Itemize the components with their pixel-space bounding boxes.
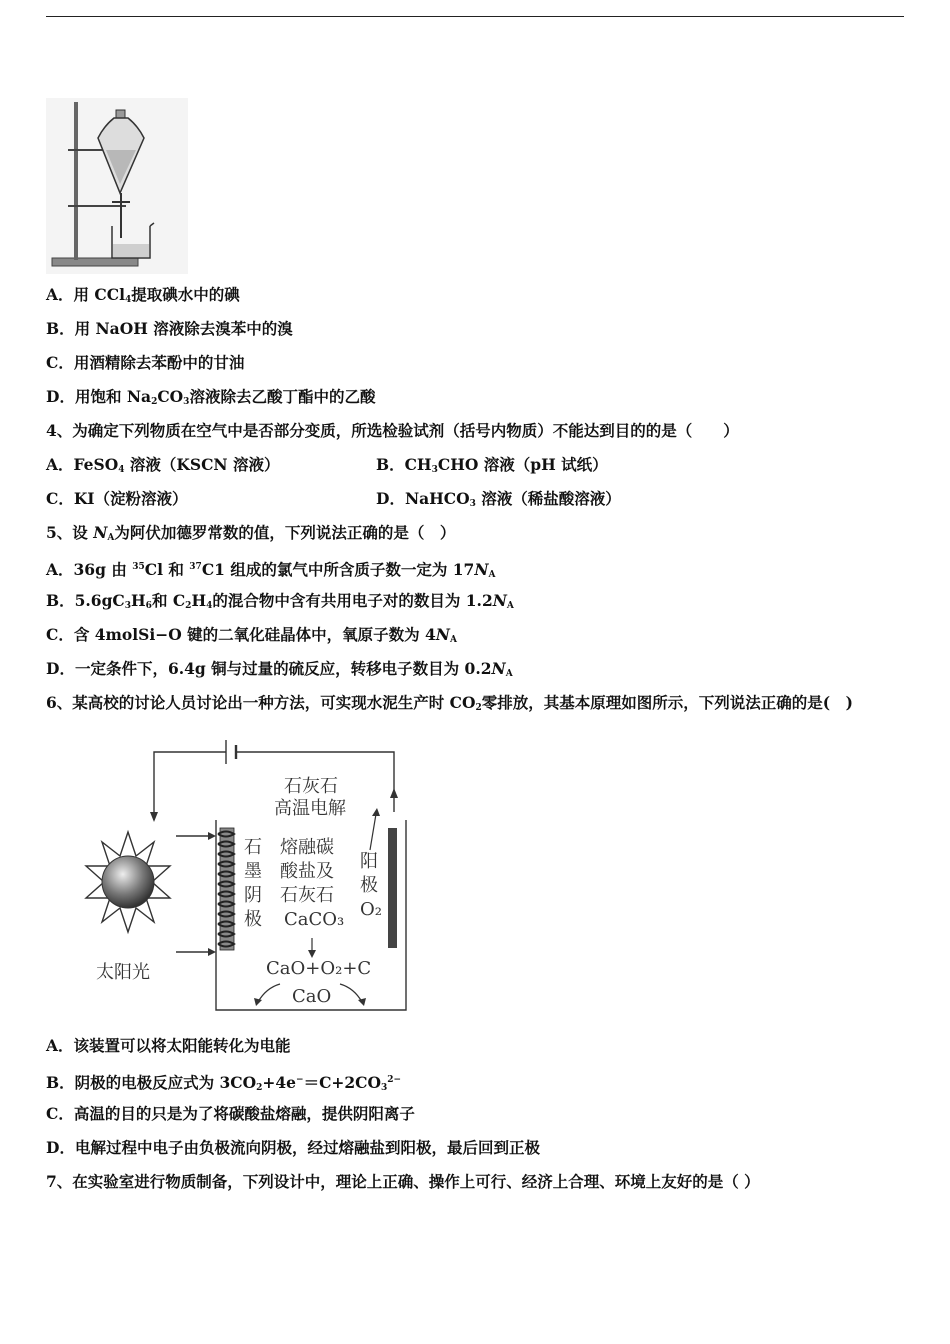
diagram-cathode-label: 石 墨 阴 极	[244, 837, 262, 930]
q3-option-b: B．用 NaOH 溶液除去溴苯中的溴	[46, 319, 293, 338]
diagram-sunlight: 太阳光	[96, 962, 150, 983]
diagram-top-label-1: 石灰石	[284, 776, 338, 797]
q4-option-a: A．FeSO$_4$ 溶液（KSCN 溶液）	[46, 455, 280, 475]
q5-option-a: A．36g 由 $^{35}$Cl 和 $^{37}$C1 组成的氯气中所含质子数一定为 $17N_A$	[46, 560, 496, 580]
q6-option-d: D．电解过程中电子由负极流向阴极，经过熔融盐到阳极，最后回到正极	[46, 1138, 540, 1157]
diagram-melt-label: 熔融碳 酸盐及 石灰石 CaCO₃	[280, 837, 345, 930]
q3-option-c: C．用酒精除去苯酚中的甘油	[46, 353, 245, 372]
q6-option-a: A．该装置可以将太阳能转化为电能	[46, 1036, 291, 1055]
diagram-labels	[70, 732, 420, 1014]
diagram-cao: CaO	[292, 986, 332, 1007]
diagram-products: CaO+O₂+C	[266, 958, 372, 979]
q5-stem: 5、设 $N_A$为阿伏加德罗常数的值，下列说法正确的是（ ）	[46, 523, 456, 543]
q4-option-b: B．$CH_3CHO$ 溶液（pH 试纸）	[376, 455, 608, 475]
q4-option-c: C．KI（淀粉溶液）	[46, 489, 188, 508]
q7-stem: 7、在实验室进行物质制备，下列设计中，理论上正确、操作上可行、经济上合理、环境上友好的是（ ）	[46, 1172, 760, 1191]
q5-option-c: C．含 4molSi−O 键的二氧化硅晶体中，氧原子数为 $4N_A$	[46, 625, 457, 645]
diagram-anode-label: 阳 极 O₂	[360, 851, 382, 920]
q6-option-c: C．高温的目的只是为了将碳酸盐熔融，提供阴阳离子	[46, 1104, 415, 1123]
q5-option-d: D．一定条件下，6.4g 铜与过量的硫反应，转移电子数目为 $0.2N_A$	[46, 659, 513, 679]
header-rule	[46, 16, 904, 17]
q5-option-b: B．$5.6gC_3H_6$和 $C_2H_4$的混合物中含有共用电子对的数目为 $1.2N_A$	[46, 591, 514, 611]
q6-stem: 6、某高校的讨论人员讨论出一种方法，可实现水泥生产时 $CO_2$零排放，其基本原理如图所示，下列说法正确的是( )	[46, 693, 853, 713]
q4-option-d: D．NaHCO$_3$ 溶液（稀盐酸溶液）	[376, 489, 621, 509]
q3-option-a: A．用 CCl$_4$提取碘水中的碘	[46, 285, 240, 305]
diagram-top-label-2: 高温电解	[274, 798, 346, 819]
separatory-funnel-figure	[46, 98, 188, 274]
q6-option-b: B．阴极的电极反应式为 $3CO_2+4e^-=C+2CO_3^{2-}$	[46, 1073, 402, 1093]
q3-option-d: D．用饱和 $Na_2CO_3$溶液除去乙酸丁酯中的乙酸	[46, 387, 376, 407]
q4-stem: 4、为确定下列物质在空气中是否部分变质，所选检验试剂（括号内物质）不能达到目的的是（ ）	[46, 421, 739, 440]
